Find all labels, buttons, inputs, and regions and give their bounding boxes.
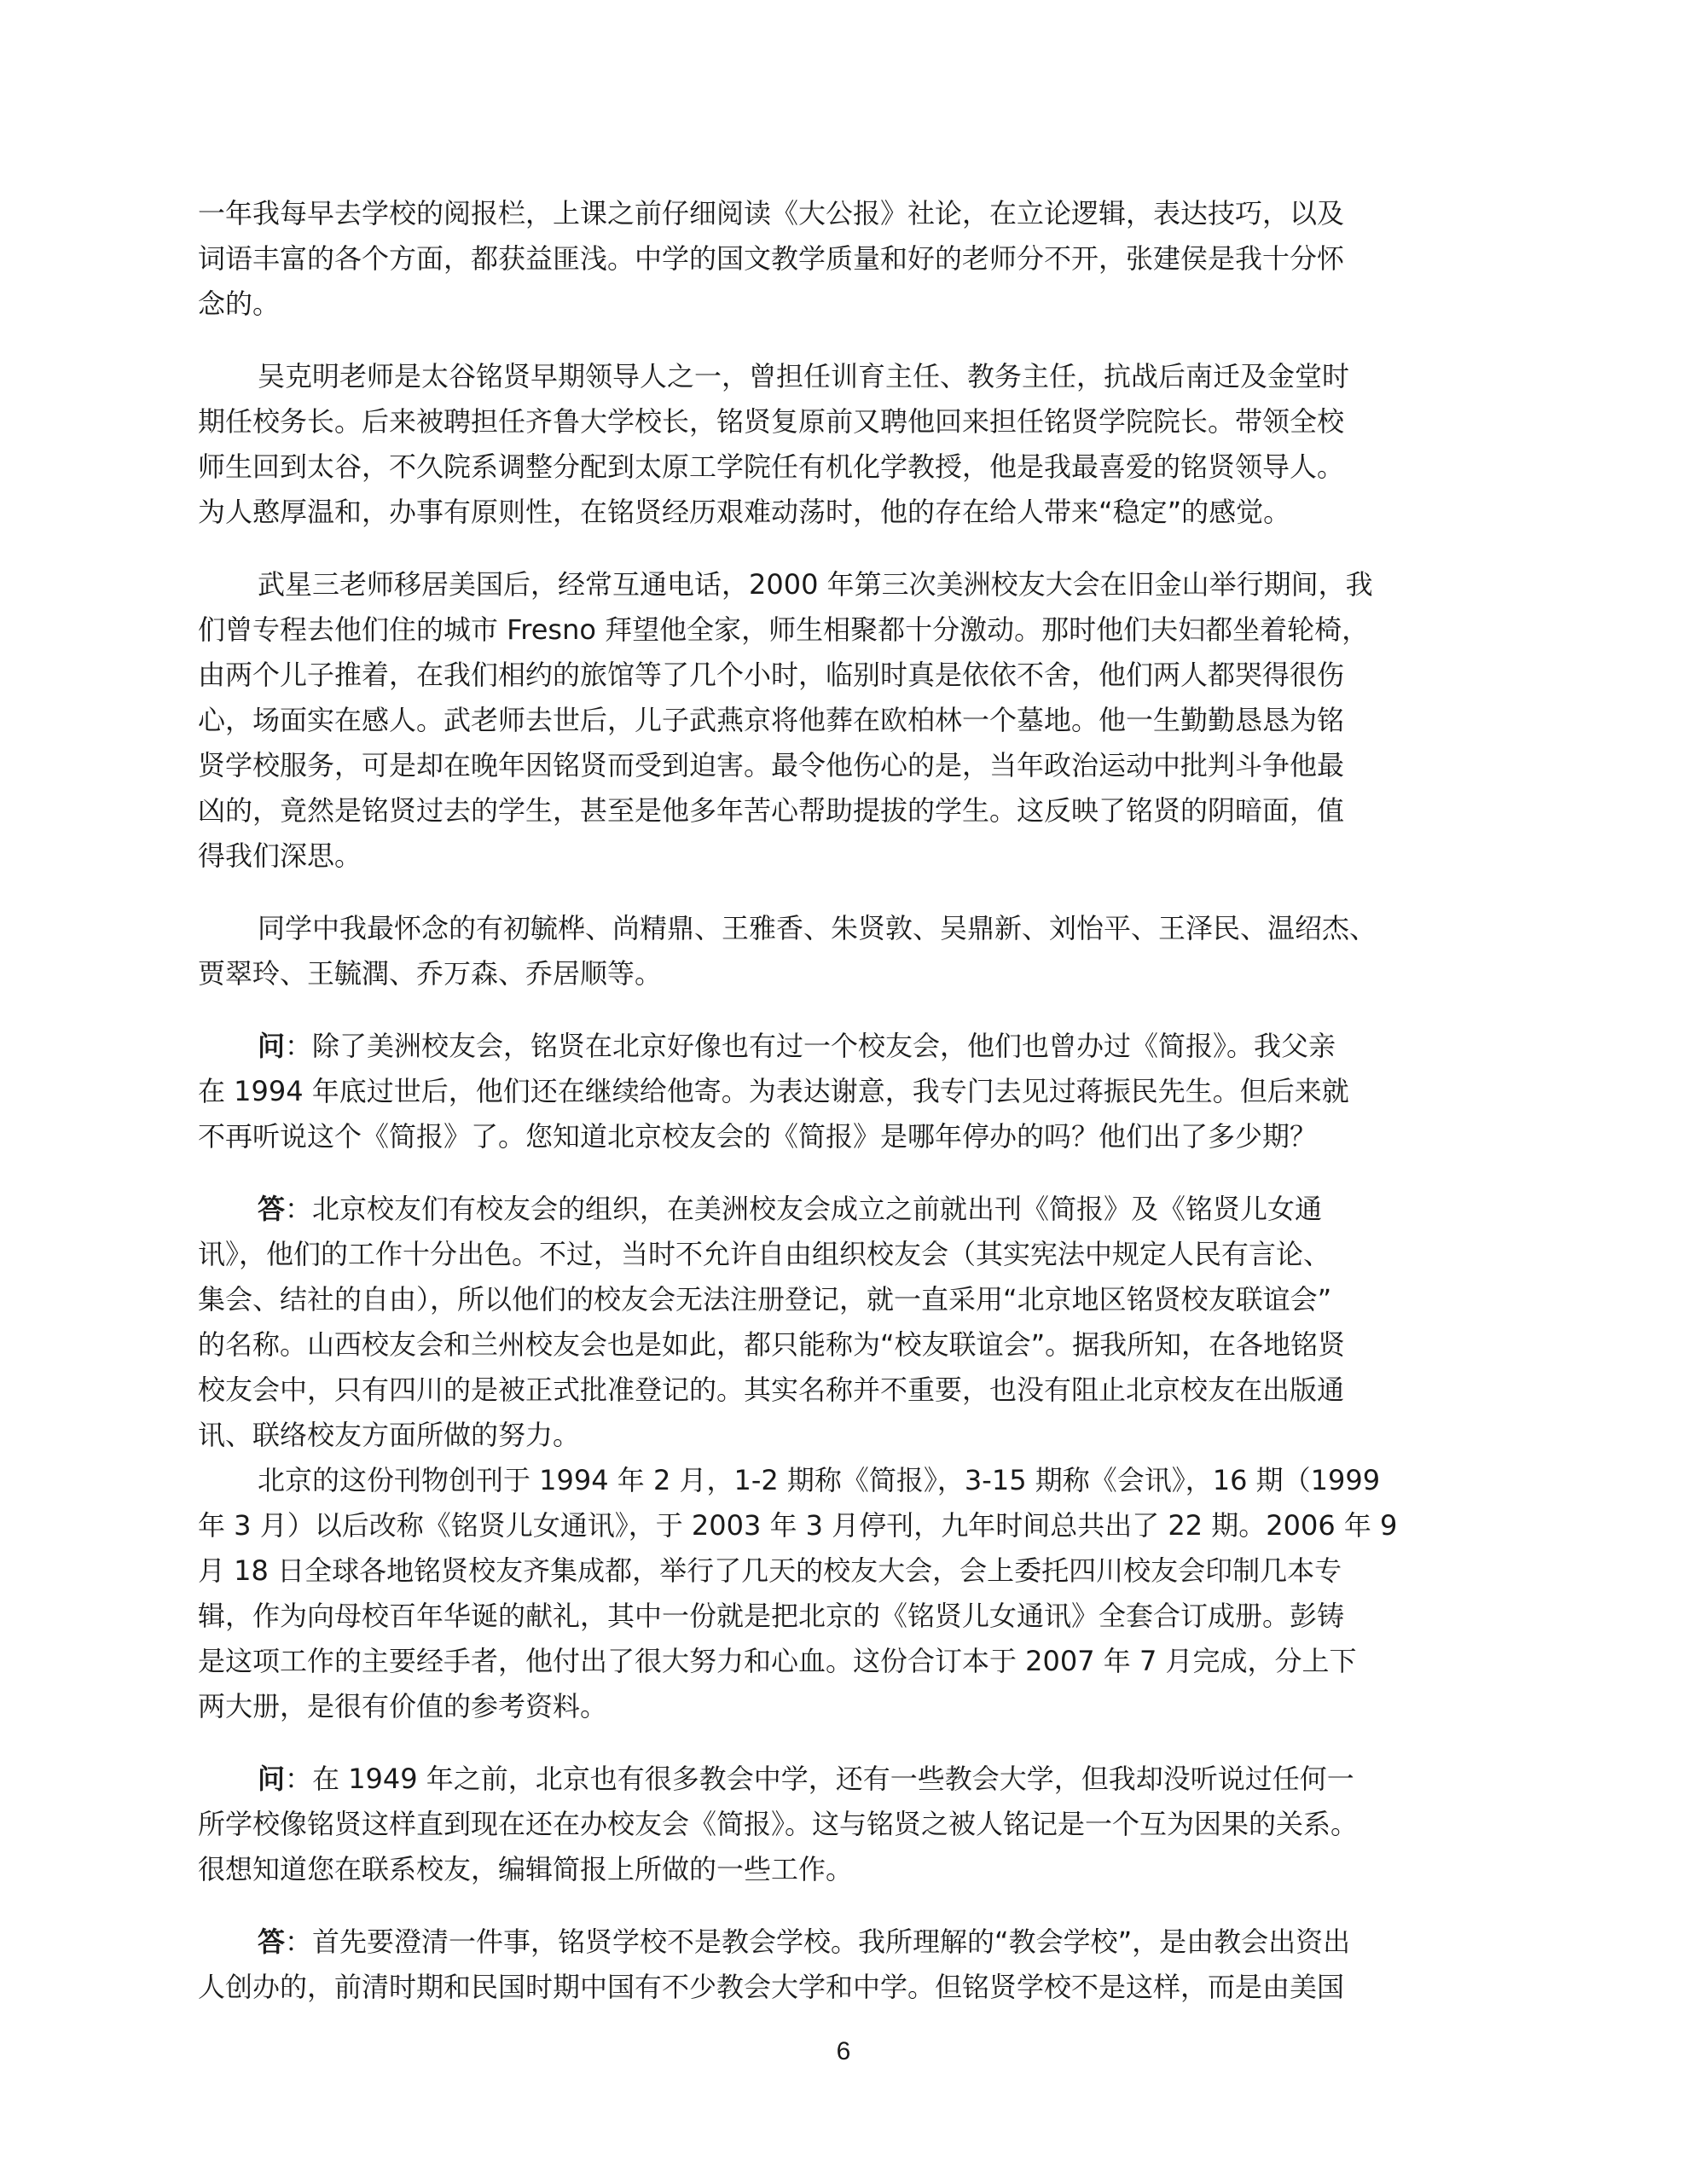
text-line (198, 1757, 1528, 1802)
text-run: ：除了美洲校友会，铭贤在北京好像也有过一个校友会，他们也曾办过《简报》。我父亲 (285, 1030, 1336, 1062)
text-line (198, 1920, 1528, 1965)
text-line: 同学中我最怀念的有初毓桦、尚精鼎、王雅香、朱贤敦、吴鼎新、刘怡平、王泽民、温绍杰、 (258, 912, 1377, 944)
text-line (198, 1024, 1528, 1069)
paragraph (198, 1458, 1528, 1729)
text-line: 的名称。山西校友会和兰州校友会也是如此，都只能称为“校友联谊会”。据我所知，在各地铭贤 (198, 1328, 1346, 1361)
text-line: 人创办的，前清时期和民国时期中国有不少教会大学和中学。但铭贤学校不是这样，而是由美国 (198, 1971, 1345, 2003)
question-paragraph (198, 1757, 1528, 1892)
text-line: 一年我每早去学校的阅报栏，上课之前仔细阅读《大公报》社论，在立论逻辑，表达技巧，以及 (198, 197, 1345, 229)
text-line: 念的。 (198, 288, 281, 320)
paragraph (198, 191, 1528, 327)
text-line: 们曾专程去他们住的城市 Fresno 拜望他全家，师生相聚都十分激动。那时他们夫妇都坐着轮椅， (198, 613, 1370, 646)
text-line: 是这项工作的主要经手者，他付出了很大努力和心血。这份合订本于 2007 年 7 月完成，分上下 (198, 1645, 1357, 1677)
text-line: 两大册，是很有价值的参考资料。 (198, 1690, 608, 1722)
text-line: 所学校像铭贤这样直到现在还在办校友会《简报》。这与铭贤之被人铭记是一个互为因果的关系。 (198, 1808, 1359, 1840)
text-line: 校友会中，只有四川的是被正式批准登记的。其实名称并不重要，也没有阻止北京校友在出版通 (198, 1374, 1345, 1406)
text-line: 心，场面实在感人。武老师去世后，儿子武燕京将他葬在欧柏林一个墓地。他一生勤勤恳恳为铭 (198, 704, 1345, 736)
text-line: 师生回到太谷，不久院系调整分配到太原工学院任有机化学教授，他是我最喜爱的铭贤领导人。 (198, 450, 1345, 483)
text-line: 在 1994 年底过世后，他们还在继续给他寄。为表达谢意，我专门去见过蒋振民先生。但后来就 (198, 1075, 1349, 1107)
text-line: 由两个儿子推着，在我们相约的旅馆等了几个小时，临别时真是依依不舍，他们两人都哭得很伤 (198, 659, 1345, 691)
text-line: 月 18 日全球各地铭贤校友齐集成都，举行了几天的校友大会，会上委托四川校友会印制几本专 (198, 1554, 1342, 1587)
text-line: 北京的这份刊物创刊于 1994 年 2 月，1-2 期称《简报》，3-15 期称《会讯》，16 期（1999 (258, 1464, 1381, 1496)
text-line: 讯、联络校友方面所做的努力。 (198, 1419, 581, 1451)
text-run: ：在 1949 年之前，北京也有很多教会中学，还有一些教会大学，但我却没听说过任何一 (285, 1763, 1354, 1795)
text-run: ：首先要澄清一件事，铭贤学校不是教会学校。我所理解的“教会学校”，是由教会出资出 (285, 1926, 1351, 1958)
text-line: 贾翠玲、王毓潤、乔万森、乔居顺等。 (198, 957, 663, 990)
answer-paragraph (198, 1920, 1528, 2010)
text-line: 集会、结社的自由），所以他们的校友会无法注册登记，就一直采用“北京地区铭贤校友联谊会” (198, 1283, 1332, 1316)
page-number: 6 (836, 2037, 851, 2065)
paragraph (198, 562, 1528, 879)
text-line: 不再听说这个《简报》了。您知道北京校友会的《简报》是哪年停办的吗？他们出了多少期？ (198, 1120, 1318, 1153)
answer-label: 答 (258, 1193, 286, 1225)
answer-paragraph (198, 1187, 1528, 1458)
question-paragraph (198, 1024, 1528, 1159)
text-line: 吴克明老师是太谷铭贤早期领导人之一，曾担任训育主任、教务主任，抗战后南迁及金堂时 (258, 360, 1350, 392)
text-line (198, 1187, 1528, 1232)
paragraph (198, 906, 1528, 996)
answer-label: 答 (258, 1926, 286, 1958)
text-line: 为人憨厚温和，办事有原则性，在铭贤经历艰难动荡时，他的存在给人带来“稳定”的感觉。 (198, 496, 1291, 528)
body-text (198, 191, 1528, 2037)
text-line: 词语丰富的各个方面，都获益匪浅。中学的国文教学质量和好的老师分不开，张建侯是我十分怀 (198, 242, 1345, 275)
text-line: 辑，作为向母校百年华诞的献礼，其中一份就是把北京的《铭贤儿女通讯》全套合订成册。彭铸 (198, 1600, 1345, 1632)
text-line: 得我们深思。 (198, 839, 362, 872)
text-line: 期任校务长。后来被聘担任齐鲁大学校长，铭贤复原前又聘他回来担任铭贤学院院长。带领全校 (198, 405, 1345, 438)
text-line: 年 3 月）以后改称《铭贤儿女通讯》，于 2003 年 3 月停刊，九年时间总共出了 22 期。2006 年 9 (198, 1509, 1398, 1542)
text-line: 讯》，他们的工作十分出色。不过，当时不允许自由组织校友会（其实宪法中规定人民有言论、 (198, 1238, 1331, 1270)
question-label: 问 (258, 1030, 286, 1062)
text-line: 很想知道您在联系校友，编辑简报上所做的一些工作。 (198, 1853, 854, 1885)
text-line: 贤学校服务，可是却在晚年因铭贤而受到迫害。最令他伤心的是，当年政治运动中批判斗争他最 (198, 749, 1345, 781)
text-line: 武星三老师移居美国后，经常互通电话，2000 年第三次美洲校友大会在旧金山举行期间，我 (258, 568, 1373, 601)
question-label: 问 (258, 1763, 286, 1795)
paragraph (198, 354, 1528, 535)
text-line: 凶的，竟然是铭贤过去的学生，甚至是他多年苦心帮助提拔的学生。这反映了铭贤的阴暗面，值 (198, 794, 1345, 827)
text-run: ：北京校友们有校友会的组织，在美洲校友会成立之前就出刊《简报》及《铭贤儿女通 (285, 1193, 1323, 1225)
